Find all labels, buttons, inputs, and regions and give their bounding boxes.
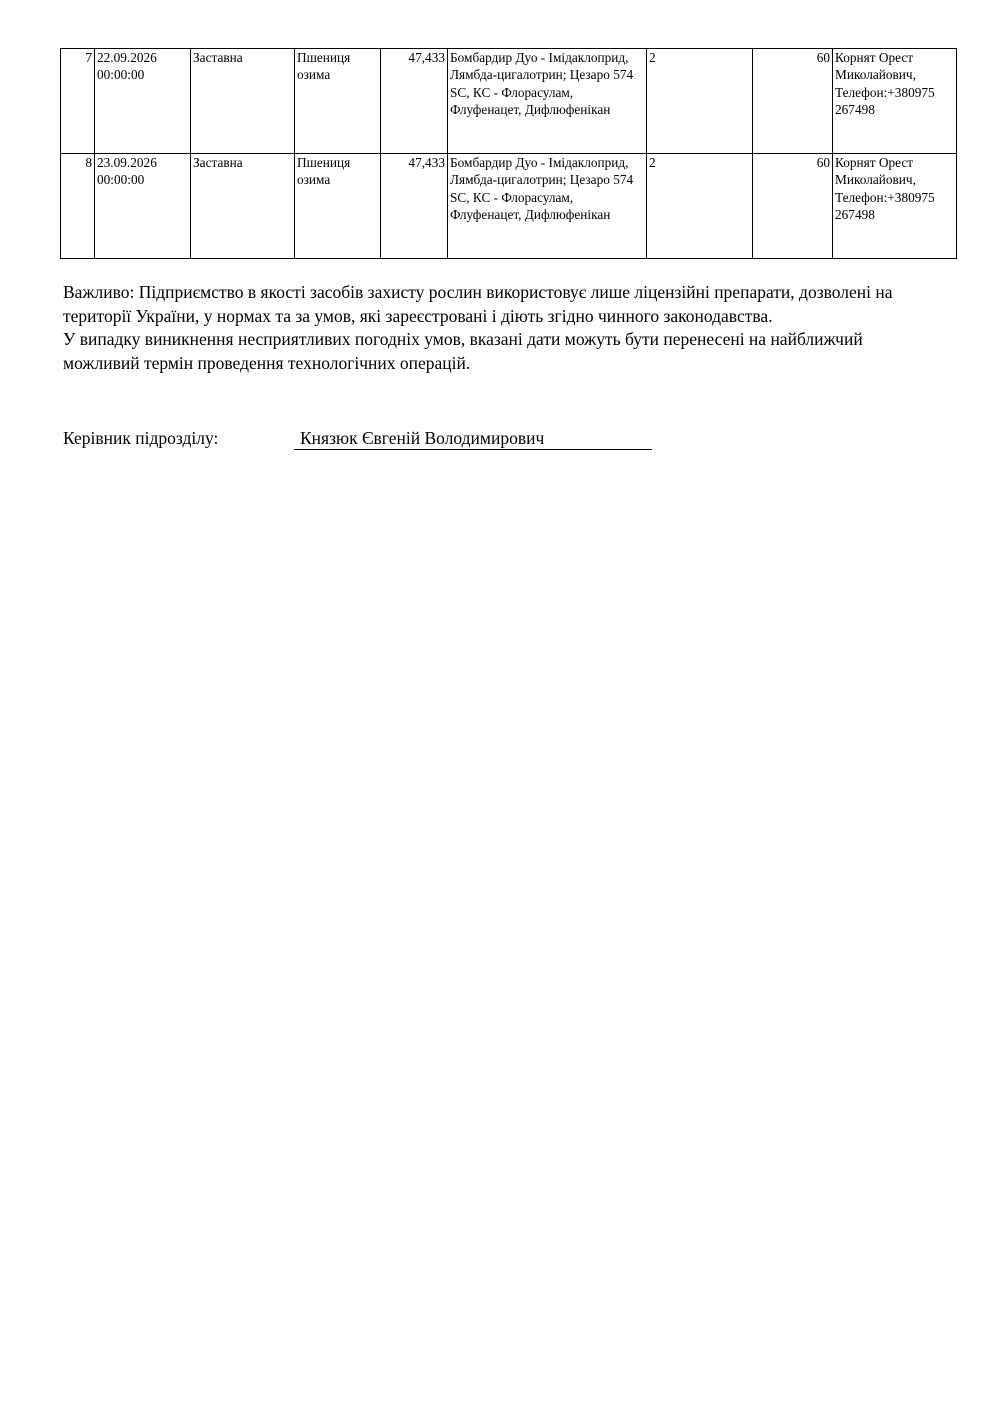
settlement: Заставна: [191, 49, 295, 154]
row-number: 7: [61, 49, 95, 154]
settlement: Заставна: [191, 154, 295, 259]
row-number: 8: [61, 154, 95, 259]
licensing-notice: Важливо: Підприємство в якості засобів захисту рослин використовує лише ліцензійні препарати, дозволені на території України, у нормах та за умов, які зареєстровані і діють згідно чинного законодавства.: [63, 282, 893, 326]
treatment-date: 22.09.2026 00:00:00: [95, 49, 191, 154]
table-row: [61, 49, 957, 154]
area: 47,433: [381, 49, 448, 154]
weather-notice: У випадку виникнення несприятливих погодніх умов, вказані дати можуть бути перенесені на найближчий можливий термін проведення технологічних операцій.: [63, 329, 863, 373]
area: 47,433: [381, 154, 448, 259]
table-row: [61, 154, 957, 259]
method: 2: [647, 49, 753, 154]
treatment-date: 23.09.2026 00:00:00: [95, 154, 191, 259]
crop: Пшениця озима: [295, 49, 381, 154]
products: Бомбардир Дуо - Імідаклоприд, Лямбда-цигалотрин; Цезаро 574 SC, КС - Флорасулам, Флуфенацет, Дифлюфенікан: [448, 154, 647, 259]
distance: 60: [753, 154, 833, 259]
responsible-person: Корнят Орест Миколайович, Телефон:+380975 267498: [833, 49, 957, 154]
products: Бомбардир Дуо - Імідаклоприд, Лямбда-цигалотрин; Цезаро 574 SC, КС - Флорасулам, Флуфенацет, Дифлюфенікан: [448, 49, 647, 154]
important-note: [63, 281, 943, 375]
distance: 60: [753, 49, 833, 154]
signatory-name: Князюк Євгеній Володимирович: [294, 427, 652, 450]
treatment-schedule-table: [60, 48, 957, 259]
crop: Пшениця озима: [295, 154, 381, 259]
signature-label: Керівник підрозділу:: [63, 428, 219, 448]
method: 2: [647, 154, 753, 259]
responsible-person: Корнят Орест Миколайович, Телефон:+380975 267498: [833, 154, 957, 259]
